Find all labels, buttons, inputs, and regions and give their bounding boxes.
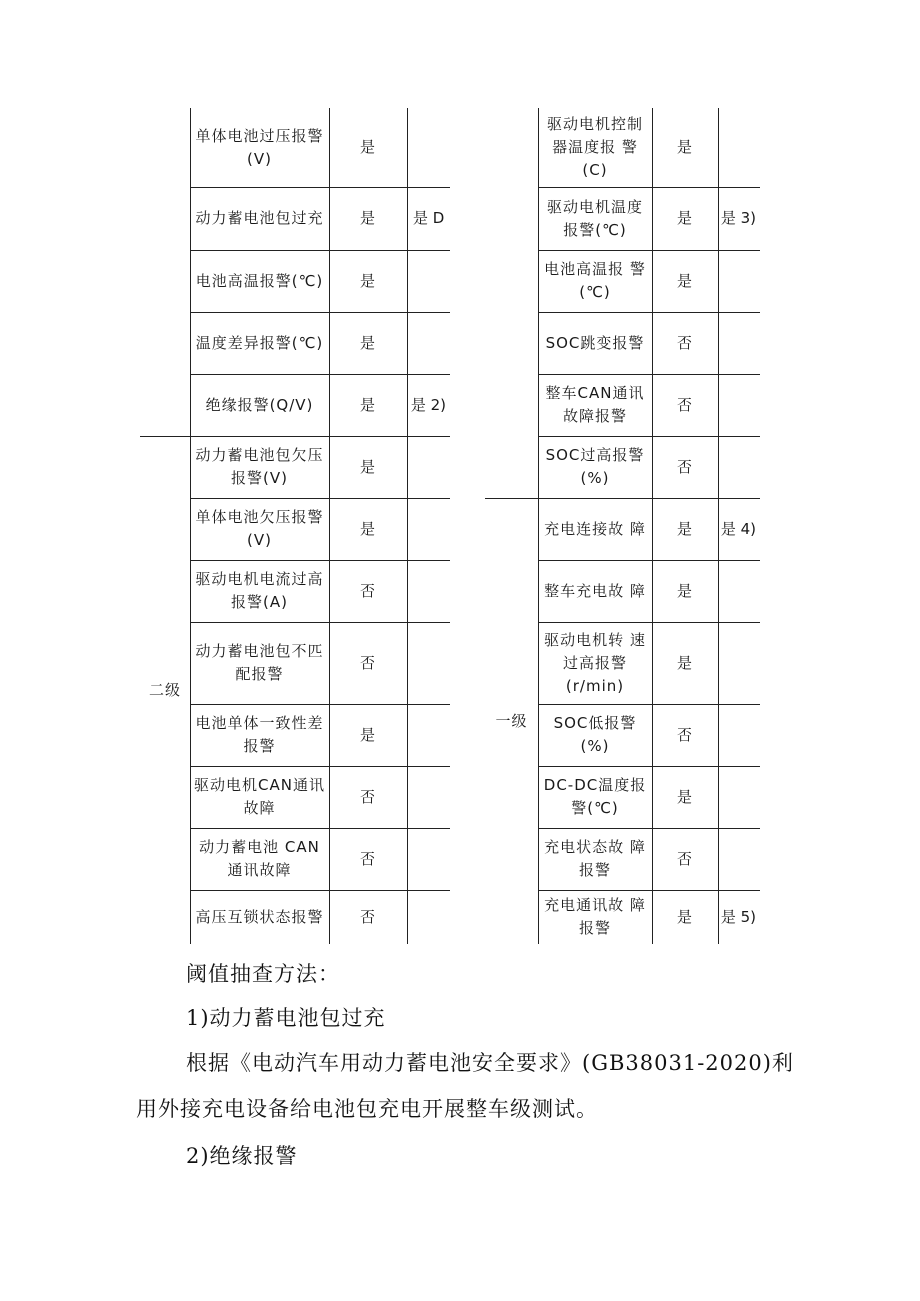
right_table-item-name: 充电连接故 障 [544, 519, 646, 538]
left_table-item-name: 电池单体一致性差报警 [195, 714, 324, 755]
right_table-item-support: 是 [676, 519, 693, 538]
left_table-item-name: 动力蓄电池包过充 [195, 209, 324, 227]
left_table-item-flag [407, 622, 450, 704]
left_table-item-support: 否 [359, 653, 376, 672]
left_table-item-flag [407, 108, 450, 187]
right_table-item-support: 否 [676, 457, 693, 476]
paragraph-line-2: 用外接充电设备给电池包充电开展整车级测试。 [136, 1097, 598, 1121]
left_table-item-name: 高压互锁状态报警 [195, 907, 324, 926]
right_table-item-support: 是 [676, 907, 693, 926]
right_table-item-support: 是 [676, 787, 693, 806]
right_table-item-support: 是 [676, 271, 693, 290]
right_table-item-flag: 是 5) [720, 907, 756, 926]
right_table-item-name: SOC低报警(%) [553, 714, 637, 755]
right_table-level-label: 一级 [495, 711, 528, 730]
right_table-item-flag [718, 560, 760, 622]
left_table-item-support: 否 [359, 581, 376, 600]
left_table-item-name: 驱动电机电流过高报警(A) [195, 570, 324, 611]
right_table-item-flag [718, 704, 760, 766]
left_table-item-name: 动力蓄电池 CAN通讯故障 [199, 838, 320, 879]
left_table-item-name: 动力蓄电池包欠压报警(V) [195, 446, 324, 487]
left_table-item-support: 是 [359, 457, 376, 476]
right_table-item-flag: 是 4) [720, 519, 756, 538]
left_table-item-flag [407, 312, 450, 374]
paragraph-line-1: 根据《电动汽车用动力蓄电池安全要求》(GB38031-2020)利 [186, 1051, 794, 1075]
right_table-item-name: 整车充电故 障 [544, 581, 646, 600]
left_table-item-flag [407, 766, 450, 828]
left_table-item-name: 电池高温报警(℃) [195, 271, 324, 290]
left_table-item-support: 是 [359, 725, 376, 744]
right_table-item-support: 是 [676, 653, 693, 672]
left_table-item-support: 否 [359, 787, 376, 806]
left_table-item-support: 否 [359, 907, 376, 926]
right_table-item-name: 驱动电机转 速过高报警(r/min) [544, 630, 646, 695]
right_table-item-name: 充电通讯故 障报警 [544, 896, 646, 937]
right_table-item-support: 否 [676, 849, 693, 868]
right_table-item-flag [718, 622, 760, 704]
left_table-item-support: 是 [359, 519, 376, 538]
right_table-item-name: DC-DC温度报警(℃) [543, 776, 647, 817]
right_table-item-name: SOC过高报警(%) [545, 446, 645, 487]
left_table-item-flag: 是 D [413, 209, 445, 227]
left_table-item-support: 是 [359, 209, 376, 227]
left_table-item-flag: 是 2) [410, 395, 446, 414]
right_table-item-flag: 是 3) [720, 209, 756, 227]
left_table-item-name: 驱动电机CAN通讯故障 [194, 776, 325, 817]
right_table-item-name: 充电状态故 障报警 [544, 838, 646, 879]
left_table-item-name: 动力蓄电池包不匹配报警 [195, 642, 324, 683]
right_table-item-support: 是 [676, 209, 693, 227]
right_table-item-flag [718, 828, 760, 890]
right_table-item-flag [718, 312, 760, 374]
right_table-item-support: 是 [676, 581, 693, 600]
left_table-item-name: 单体电池欠压报警(V) [195, 508, 324, 549]
left_table-item-name: 温度差异报警(℃) [195, 333, 324, 352]
right_table-item-name: 驱动电机控制器温度报 警(C) [546, 115, 643, 179]
left_table-item-flag [407, 436, 450, 498]
right_table-item-name: 整车CAN通讯故障报警 [545, 384, 645, 425]
left_table-item-flag [407, 560, 450, 622]
right_table-item-name: 电池高温报 警(℃) [544, 260, 646, 301]
left_table-item-flag [407, 250, 450, 312]
item-1-title: 1)动力蓄电池包过充 [186, 1006, 386, 1030]
left_table-item-flag [407, 498, 450, 560]
right_table-item-name: 驱动电机温度报警(℃) [546, 197, 643, 239]
left_table-item-support: 是 [359, 395, 376, 414]
left_table-item-support: 是 [359, 271, 376, 290]
right_table-item-support: 是 [676, 138, 693, 156]
right_table-item-flag [718, 250, 760, 312]
right_table-item-flag [718, 766, 760, 828]
left_table-item-name: 单体电池过压报警(V) [195, 126, 324, 168]
right_table-item-flag [718, 374, 760, 436]
left_table-item-support: 是 [359, 138, 376, 156]
threshold-method-heading: 阈值抽查方法： [186, 962, 340, 986]
left_table-item-support: 是 [359, 333, 376, 352]
right_table-item-support: 否 [676, 725, 693, 744]
left_table-item-flag [407, 828, 450, 890]
right_table-item-name: SOC跳变报警 [545, 333, 645, 352]
right_table-item-flag [718, 436, 760, 498]
right_table-item-support: 否 [676, 395, 693, 414]
left_table-item-name: 绝缘报警(Q/V) [205, 395, 314, 414]
right_table-item-flag [718, 108, 760, 187]
left_table-item-flag [407, 890, 450, 944]
item-2-title: 2)绝缘报警 [186, 1144, 298, 1168]
left_table-item-flag [407, 704, 450, 766]
right_table-item-support: 否 [676, 333, 693, 352]
left_table-item-support: 否 [359, 849, 376, 868]
left_table-level-label: 二级 [148, 680, 181, 699]
